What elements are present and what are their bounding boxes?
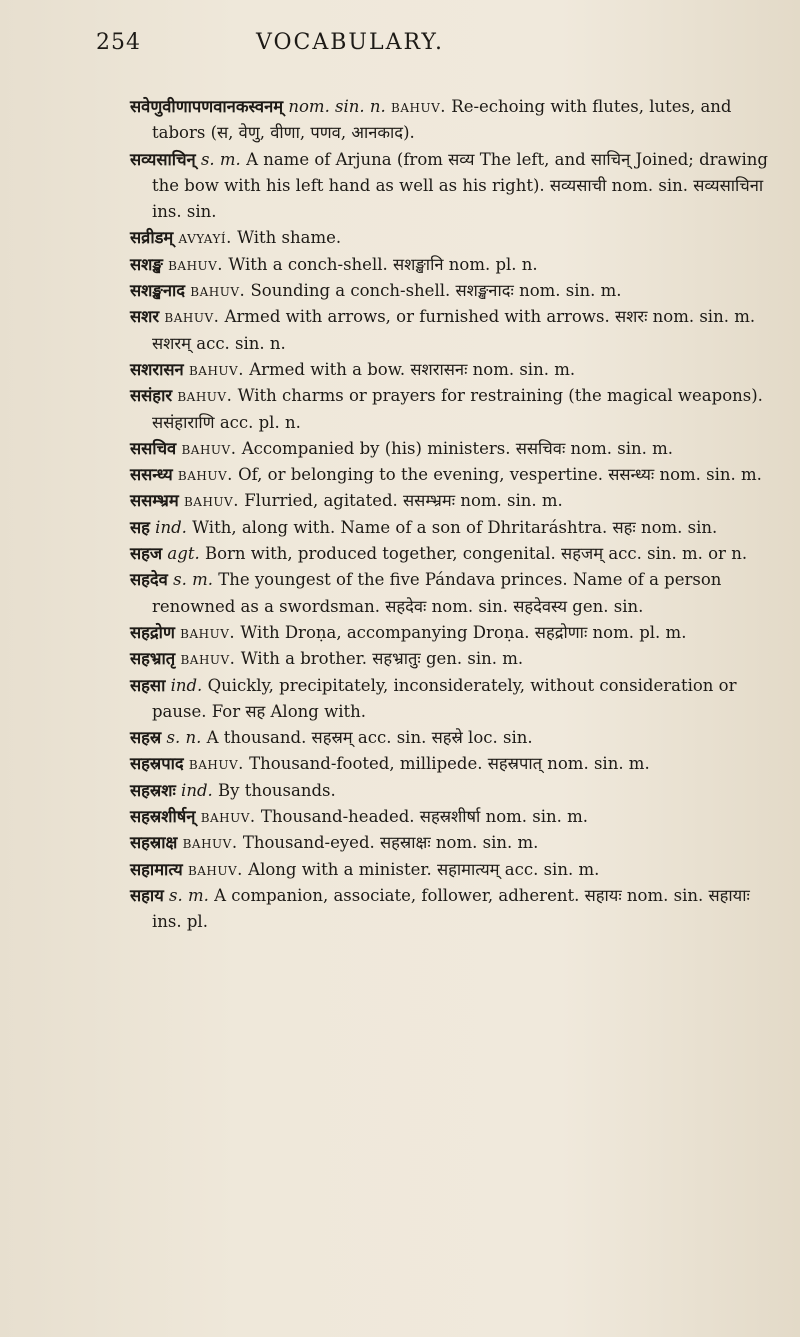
headword: ससम्भ्रम	[130, 491, 179, 511]
definition: With Droṇa, accompanying Droṇa. सहद्रोणाः nom. pl. m.	[240, 622, 687, 642]
headword: सहस्रपाद	[130, 754, 184, 774]
headword: सहस्राक्ष	[130, 833, 178, 853]
headword: सहस्र	[130, 728, 162, 748]
vocab-entry	[130, 541, 770, 567]
compound-type: bahuv.	[177, 386, 233, 406]
compound-type: bahuv.	[180, 622, 236, 642]
headword: सह	[130, 517, 150, 537]
compound-type: bahuv.	[188, 754, 244, 774]
vocab-entry	[130, 883, 770, 936]
definition: Thousand-eyed. सहस्राक्षः nom. sin. m.	[242, 833, 539, 853]
vocab-entry	[130, 304, 770, 357]
definition: With charms or prayers for restraining (the magical weapons). ससंहाराणि acc. pl. n.	[152, 386, 763, 432]
grammar-note: ind.	[181, 780, 213, 800]
headword: सव्यसाचिन्	[130, 149, 196, 169]
vocab-entry	[130, 436, 770, 462]
compound-type: bahuv.	[177, 465, 233, 485]
definition: Accompanied by (his) ministers. ससचिवः nom. sin. m.	[241, 438, 673, 458]
vocab-entry	[130, 357, 770, 383]
compound-type: bahuv.	[164, 307, 220, 327]
vocab-entry	[130, 278, 770, 304]
headword: सशरासन	[130, 359, 184, 379]
vocab-entry	[130, 488, 770, 514]
headword: सहाय	[130, 885, 164, 905]
grammar-note: agt.	[167, 544, 200, 564]
vocabulary-entries	[130, 94, 770, 936]
definition: By thousands.	[218, 780, 336, 800]
vocab-entry	[130, 673, 770, 726]
compound-type: bahuv.	[181, 438, 237, 458]
definition: With a brother. सहभ्रातुः gen. sin. m.	[240, 649, 524, 669]
vocab-entry	[130, 620, 770, 646]
headword: सव्रीडम्	[130, 228, 174, 248]
grammar-note: s. n.	[166, 728, 202, 748]
compound-type: bahuv.	[168, 254, 224, 274]
definition: Sounding a conch-shell. सशङ्खनादः nom. sin. m.	[250, 281, 622, 301]
headword: सशर	[130, 307, 160, 327]
compound-type: bahuv.	[200, 807, 256, 827]
vocab-entry	[130, 646, 770, 672]
definition: Thousand-footed, millipede. सहस्रपात् nom. sin. m.	[249, 754, 650, 774]
vocab-entry	[130, 830, 770, 856]
vocab-entry	[130, 804, 770, 830]
definition: Along with a minister. सहामात्यम् acc. sin. m.	[248, 859, 600, 879]
running-head: VOCABULARY.	[256, 30, 445, 55]
headword: सहसा	[130, 675, 166, 695]
vocab-entry	[130, 94, 770, 147]
vocab-entry	[130, 857, 770, 883]
headword: सहस्रशः	[130, 780, 176, 800]
headword: सहज	[130, 544, 163, 564]
grammar-note: s. m.	[173, 570, 213, 590]
definition: Armed with arrows, or furnished with arrows. सशरः nom. sin. m. सशरम् acc. sin. n.	[152, 307, 756, 353]
definition: With a conch-shell. सशङ्खानि nom. pl. n.	[228, 254, 538, 274]
compound-type: bahuv.	[182, 833, 238, 853]
definition: With, along with. Name of a son of Dhritaráshtra. सहः nom. sin.	[192, 517, 718, 537]
compound-type: bahuv.	[188, 359, 244, 379]
grammar-note: s. m.	[200, 149, 241, 169]
headword: ससंहार	[130, 386, 173, 406]
headword: ससन्ध्य	[130, 465, 173, 485]
compound-type: bahuv.	[180, 649, 236, 669]
definition: Born with, produced together, congenital. सहजम् acc. sin. m. or n.	[204, 544, 748, 564]
compound-type: bahuv.	[183, 491, 239, 511]
vocab-entry	[130, 462, 770, 488]
compound-type: avyayí.	[178, 228, 232, 248]
headword: सशङ्खनाद	[130, 281, 186, 301]
compound-type: bahuv.	[187, 859, 243, 879]
compound-type: bahuv.	[391, 97, 447, 116]
definition: Flurried, agitated. ससम्भ्रमः nom. sin. m.	[244, 491, 563, 511]
definition: A companion, associate, follower, adherent. सहायः nom. sin. सहायाः ins. pl.	[152, 885, 750, 932]
grammar-note: s. m.	[169, 885, 209, 905]
grammar-note: nom. sin. n.	[288, 97, 386, 116]
headword: सहभ्रातृ	[130, 649, 176, 669]
page-number: 254	[96, 30, 141, 55]
vocab-entry	[130, 225, 770, 251]
headword: सवेणुवीणापणवानकस्वनम्	[130, 97, 284, 116]
vocab-entry	[130, 778, 770, 804]
vocab-entry	[130, 751, 770, 777]
vocab-entry	[130, 383, 770, 436]
headword: सहदेव	[130, 570, 168, 590]
definition: Armed with a bow. सशरासनः nom. sin. m.	[249, 359, 576, 379]
definition: A name of Arjuna (from सव्य The left, and साचिन् Joined; drawing the bow with his left hand as well as his right). सव्यसाची nom. sin. सव्यसाचिना ins. sin.	[152, 149, 768, 222]
grammar-note: ind.	[155, 517, 187, 537]
headword: सशङ्ख	[130, 254, 163, 274]
compound-type: bahuv.	[190, 281, 246, 301]
headword: ससचिव	[130, 438, 177, 458]
headword: सहस्रशीर्षन्	[130, 807, 196, 827]
vocab-entry	[130, 567, 770, 620]
grammar-note: ind.	[170, 675, 203, 695]
vocab-entry	[130, 515, 770, 541]
vocab-entry	[130, 252, 770, 278]
definition: Of, or belonging to the evening, vespertine. ससन्ध्यः nom. sin. m.	[238, 465, 762, 485]
page-header	[96, 24, 760, 64]
definition: A thousand. सहस्रम् acc. sin. सहस्रे loc. sin.	[206, 728, 533, 748]
vocab-entry	[130, 147, 770, 226]
definition: The youngest of the five Pándava princes. Name of a person renowned as a swordsman. सहदेवः nom. sin. सहदेवस्य gen. sin.	[152, 570, 722, 616]
definition: With shame.	[237, 228, 342, 248]
vocab-entry	[130, 725, 770, 751]
headword: सहामात्य	[130, 859, 183, 879]
definition: Re-echoing with flutes, lutes, and tabors (स, वेणु, वीणा, पणव, आनकाद).	[152, 97, 732, 143]
definition: Quickly, precipitately, inconsiderately, without consideration or pause. For सह Along with.	[152, 675, 737, 721]
definition: Thousand-headed. सहस्रशीर्षा nom. sin. m.	[260, 807, 589, 827]
headword: सहद्रोण	[130, 622, 175, 642]
